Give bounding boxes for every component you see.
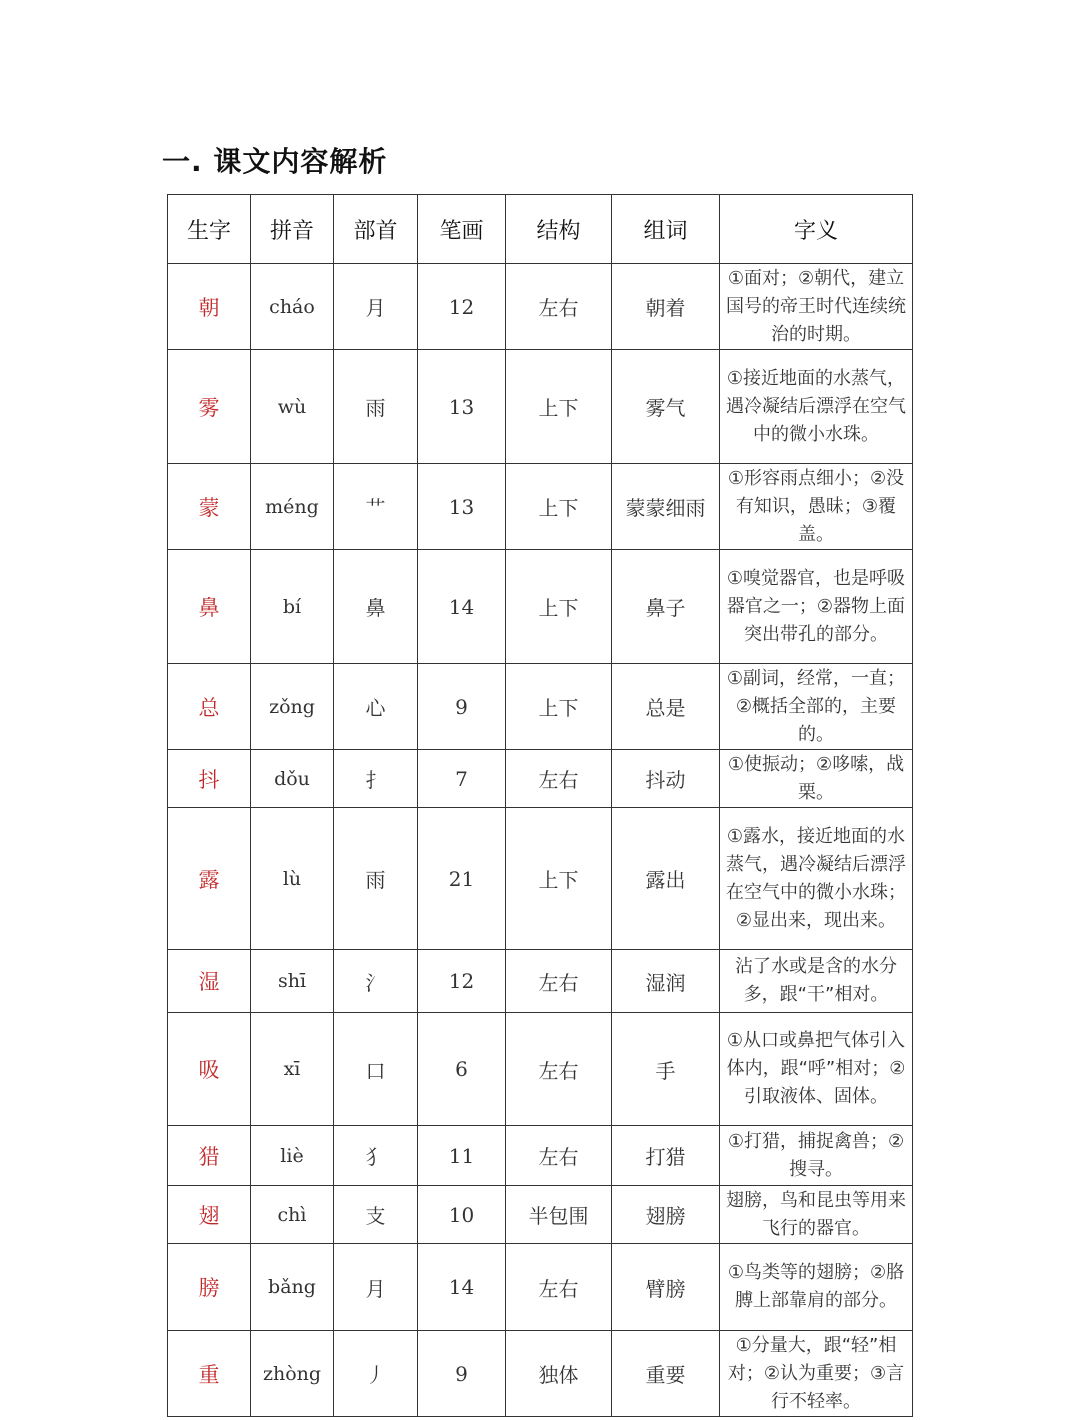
row-structure: 左右 <box>506 1013 612 1126</box>
row-char: 雾 <box>168 350 251 464</box>
row-char: 重 <box>168 1331 251 1417</box>
row-strokes: 11 <box>418 1126 506 1186</box>
header-structure: 结构 <box>506 195 612 264</box>
row-structure: 上下 <box>506 464 612 550</box>
table-row <box>168 1244 913 1331</box>
row-pinyin: bǎng <box>251 1244 334 1331</box>
row-structure: 上下 <box>506 664 612 750</box>
row-meaning: 沾了水或是含的水分多，跟“干”相对。 <box>720 950 913 1013</box>
row-char: 膀 <box>168 1244 251 1331</box>
table-row <box>168 550 913 664</box>
row-structure: 左右 <box>506 1244 612 1331</box>
row-structure: 左右 <box>506 264 612 350</box>
row-char: 露 <box>168 808 251 950</box>
row-char: 鼻 <box>168 550 251 664</box>
row-pinyin: liè <box>251 1126 334 1186</box>
row-char: 总 <box>168 664 251 750</box>
row-word: 手 <box>612 1013 720 1126</box>
row-structure: 上下 <box>506 808 612 950</box>
table-row <box>168 664 913 750</box>
row-strokes: 12 <box>418 264 506 350</box>
row-radical: 艹 <box>334 464 418 550</box>
row-radical: 雨 <box>334 808 418 950</box>
row-strokes: 12 <box>418 950 506 1013</box>
row-pinyin: bí <box>251 550 334 664</box>
row-radical: 鼻 <box>334 550 418 664</box>
table-row <box>168 1013 913 1126</box>
row-meaning: ①露水，接近地面的水蒸气，遇冷凝结后漂浮在空气中的微小水珠；②显出来，现出来。 <box>720 808 913 950</box>
row-pinyin: zhòng <box>251 1331 334 1417</box>
row-meaning: ①分量大，跟“轻”相对；②认为重要；③言行不轻率。 <box>720 1331 913 1417</box>
row-structure: 独体 <box>506 1331 612 1417</box>
row-radical: 氵 <box>334 950 418 1013</box>
table-row <box>168 750 913 808</box>
row-pinyin: xī <box>251 1013 334 1126</box>
row-strokes: 14 <box>418 550 506 664</box>
row-word: 蒙蒙细雨 <box>612 464 720 550</box>
row-pinyin: shī <box>251 950 334 1013</box>
section-title: 一. 课文内容解析 <box>162 145 388 178</box>
row-structure: 上下 <box>506 350 612 464</box>
row-char: 抖 <box>168 750 251 808</box>
row-word: 鼻子 <box>612 550 720 664</box>
row-word: 打猎 <box>612 1126 720 1186</box>
row-structure: 左右 <box>506 950 612 1013</box>
row-meaning: 翅膀，鸟和昆虫等用来飞行的器官。 <box>720 1186 913 1244</box>
row-strokes: 13 <box>418 464 506 550</box>
row-strokes: 7 <box>418 750 506 808</box>
row-pinyin: lù <box>251 808 334 950</box>
table-row <box>168 464 913 550</box>
table-row <box>168 264 913 350</box>
row-strokes: 10 <box>418 1186 506 1244</box>
row-meaning: ①鸟类等的翅膀；②胳膊上部靠肩的部分。 <box>720 1244 913 1331</box>
row-pinyin: méng <box>251 464 334 550</box>
row-meaning: ①嗅觉器官，也是呼吸器官之一；②器物上面突出带孔的部分。 <box>720 550 913 664</box>
row-char: 翅 <box>168 1186 251 1244</box>
vocabulary-table <box>167 194 913 1417</box>
row-word: 臂膀 <box>612 1244 720 1331</box>
row-radical: 月 <box>334 1244 418 1331</box>
row-radical: 月 <box>334 264 418 350</box>
row-pinyin: cháo <box>251 264 334 350</box>
row-pinyin: wù <box>251 350 334 464</box>
row-meaning: ①形容雨点细小；②没有知识，愚昧；③覆盖。 <box>720 464 913 550</box>
header-pinyin: 拼音 <box>251 195 334 264</box>
row-strokes: 6 <box>418 1013 506 1126</box>
row-meaning: ①使振动；②哆嗦，战栗。 <box>720 750 913 808</box>
table-row <box>168 350 913 464</box>
row-meaning: ①副词，经常，一直；②概括全部的，主要的。 <box>720 664 913 750</box>
row-strokes: 9 <box>418 1331 506 1417</box>
row-pinyin: chì <box>251 1186 334 1244</box>
header-meaning: 字义 <box>720 195 913 264</box>
table-header-row <box>168 195 913 264</box>
table-row <box>168 1126 913 1186</box>
row-radical: 犭 <box>334 1126 418 1186</box>
row-word: 翅膀 <box>612 1186 720 1244</box>
row-word: 重要 <box>612 1331 720 1417</box>
row-radical: 支 <box>334 1186 418 1244</box>
row-char: 吸 <box>168 1013 251 1126</box>
row-char: 蒙 <box>168 464 251 550</box>
header-char: 生字 <box>168 195 251 264</box>
row-pinyin: dǒu <box>251 750 334 808</box>
row-radical: 雨 <box>334 350 418 464</box>
row-structure: 左右 <box>506 1126 612 1186</box>
row-strokes: 9 <box>418 664 506 750</box>
table-row <box>168 1331 913 1417</box>
row-pinyin: zǒng <box>251 664 334 750</box>
row-radical: 丿 <box>334 1331 418 1417</box>
row-radical: 扌 <box>334 750 418 808</box>
row-strokes: 14 <box>418 1244 506 1331</box>
table-row <box>168 950 913 1013</box>
row-word: 朝着 <box>612 264 720 350</box>
row-radical: 心 <box>334 664 418 750</box>
row-word: 露出 <box>612 808 720 950</box>
row-meaning: ①面对；②朝代，建立国号的帝王时代连续统治的时期。 <box>720 264 913 350</box>
row-strokes: 21 <box>418 808 506 950</box>
row-word: 总是 <box>612 664 720 750</box>
table-row <box>168 808 913 950</box>
row-radical: 口 <box>334 1013 418 1126</box>
table-row <box>168 1186 913 1244</box>
row-meaning: ①接近地面的水蒸气，遇冷凝结后漂浮在空气中的微小水珠。 <box>720 350 913 464</box>
row-strokes: 13 <box>418 350 506 464</box>
row-char: 湿 <box>168 950 251 1013</box>
row-char: 朝 <box>168 264 251 350</box>
row-meaning: ①打猎，捕捉禽兽；②搜寻。 <box>720 1126 913 1186</box>
row-word: 雾气 <box>612 350 720 464</box>
row-structure: 半包围 <box>506 1186 612 1244</box>
header-radical: 部首 <box>334 195 418 264</box>
row-meaning: ①从口或鼻把气体引入体内，跟“呼”相对；②引取液体、固体。 <box>720 1013 913 1126</box>
header-word: 组词 <box>612 195 720 264</box>
row-word: 抖动 <box>612 750 720 808</box>
header-strokes: 笔画 <box>418 195 506 264</box>
row-structure: 左右 <box>506 750 612 808</box>
row-char: 猎 <box>168 1126 251 1186</box>
row-structure: 上下 <box>506 550 612 664</box>
row-word: 湿润 <box>612 950 720 1013</box>
